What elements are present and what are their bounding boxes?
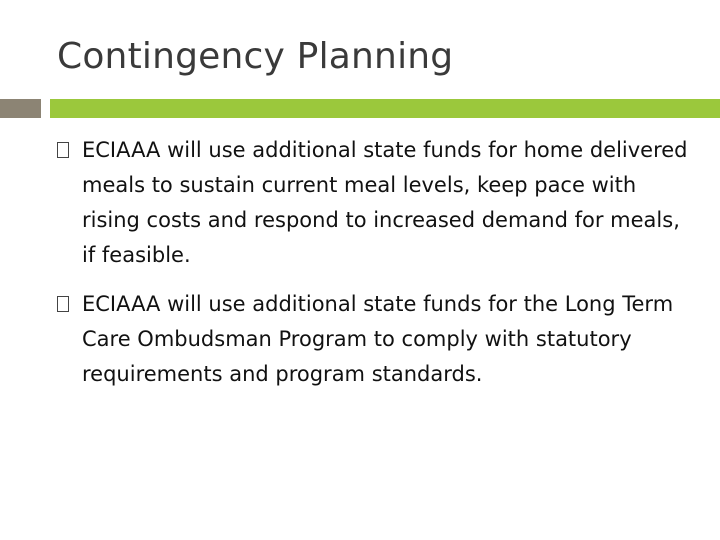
title-rule-right [50,99,720,118]
bullet-text: ECIAAA will use additional state funds for home delivered meals to sustain current meal levels, keep pace with rising costs and respond to increased demand for meals, if feasible. [82,138,688,267]
slide-title: Contingency Planning [57,36,454,77]
square-bullet-icon [57,296,69,312]
bullet-item [57,287,697,392]
title-rule-left [0,99,41,118]
bullet-item [57,133,697,273]
bullet-text: ECIAAA will use additional state funds for the Long Term Care Ombudsman Program to comply with statutory requirements and program standards. [82,292,674,386]
square-bullet-icon [57,142,69,158]
bullet-list [57,133,697,406]
